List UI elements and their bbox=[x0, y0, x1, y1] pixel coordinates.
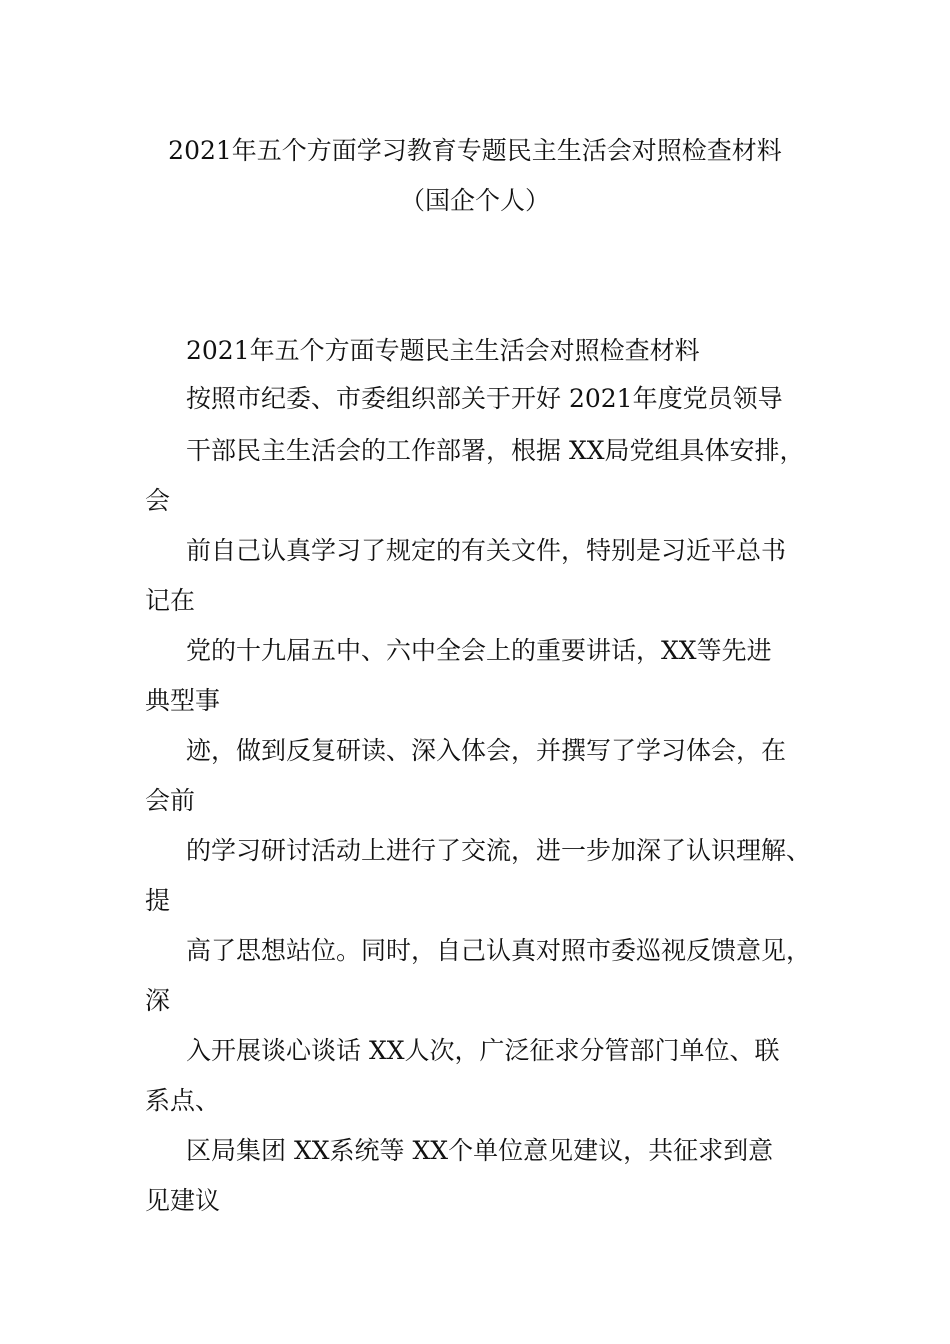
body-line: 记在 bbox=[145, 586, 196, 615]
body-line: 按照市纪委、市委组织部关于开好 2021年度党员领导 bbox=[186, 384, 783, 413]
body-line: 高了思想站位。同时，自己认真对照市委巡视反馈意见， bbox=[186, 936, 812, 965]
body-line: 见建议 bbox=[145, 1186, 221, 1215]
body-line: 2021年五个方面专题民主生活会对照检查材料 bbox=[186, 336, 700, 365]
body-line: 党的十九届五中、六中全会上的重要讲话，XX等先进 bbox=[186, 636, 772, 665]
body-line: 典型事 bbox=[145, 686, 221, 715]
body-line: 深 bbox=[145, 986, 171, 1015]
document-subtitle: （国企个人） bbox=[399, 186, 550, 215]
body-line: 系点、 bbox=[145, 1086, 221, 1115]
body-line: 的学习研讨活动上进行了交流，进一步加深了认识理解、 bbox=[186, 836, 812, 865]
body-line: 会前 bbox=[145, 786, 196, 815]
body-line: 干部民主生活会的工作部署，根据 XX局党组具体安排， bbox=[186, 436, 805, 465]
body-line: 迹，做到反复研读、深入体会，并撰写了学习体会，在 bbox=[186, 736, 787, 765]
body-line: 入开展谈心谈话 XX人次，广泛征求分管部门单位、联 bbox=[186, 1036, 780, 1065]
body-line: 会 bbox=[145, 486, 171, 515]
body-line: 提 bbox=[145, 886, 171, 915]
body-line: 区局集团 XX系统等 XX个单位意见建议，共征求到意 bbox=[186, 1136, 774, 1165]
body-line: 前自己认真学习了规定的有关文件，特别是习近平总书 bbox=[186, 536, 787, 565]
document-title: 2021年五个方面学习教育专题民主生活会对照检查材料 bbox=[168, 136, 782, 165]
